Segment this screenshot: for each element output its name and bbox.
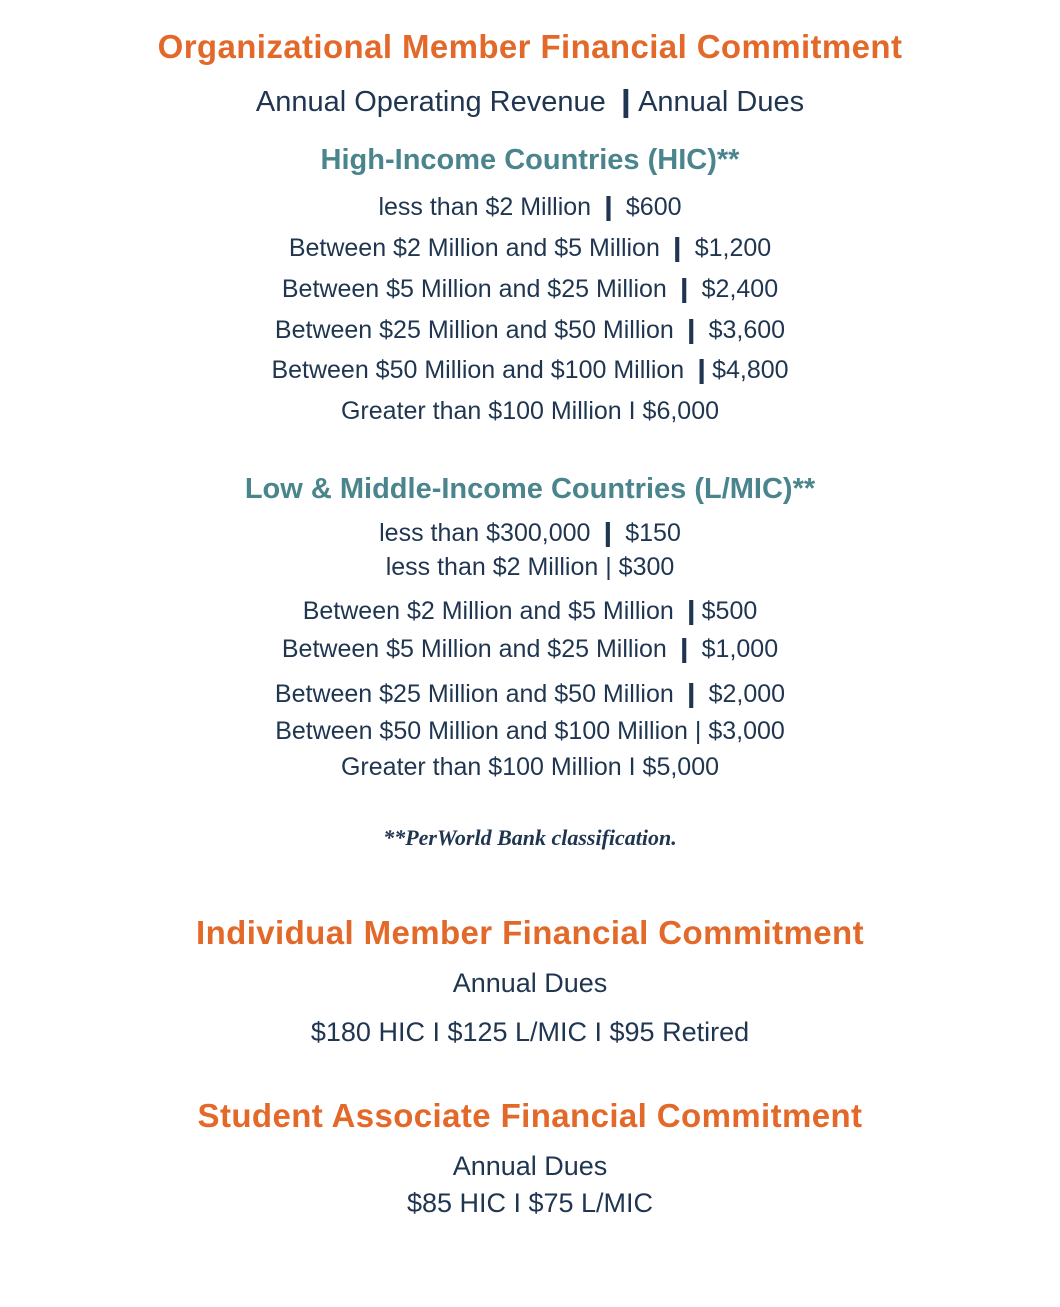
lmic-tier: Between $25 Million and $50 Million ❙ $2,000 bbox=[274, 680, 786, 708]
individual-title: Individual Member Financial Commitment bbox=[196, 914, 864, 951]
individual-subtitle: Annual Dues bbox=[452, 968, 608, 998]
student-subtitle: Annual Dues bbox=[452, 1151, 608, 1181]
hic-tier: Between $50 Million and $100 Million ❙$4,800 bbox=[271, 356, 789, 384]
student-title: Student Associate Financial Commitment bbox=[197, 1097, 863, 1134]
hic-heading: High-Income Countries (HIC)** bbox=[320, 144, 740, 176]
lmic-tier: Between $5 Million and $25 Million ❙ $1,000 bbox=[281, 635, 779, 663]
lmic-tier: less than $2 Million | $300 bbox=[385, 553, 675, 581]
hic-tier: less than $2 Million ❙ $600 bbox=[378, 193, 682, 221]
lmic-heading: Low & Middle-Income Countries (L/MIC)** bbox=[244, 473, 816, 505]
lmic-tier: Greater than $100 Million I $5,000 bbox=[340, 753, 719, 781]
lmic-tier: less than $300,000 ❙ $150 bbox=[379, 519, 681, 547]
individual-dues: $180 HIC I $125 L/MIC I $95 Retired bbox=[310, 1017, 750, 1047]
hic-tier: Between $2 Million and $5 Million ❙ $1,200 bbox=[288, 234, 772, 262]
lmic-tier: Between $50 Million and $100 Million | $3,000 bbox=[275, 717, 785, 745]
student-dues: $85 HIC I $75 L/MIC bbox=[406, 1188, 654, 1218]
lmic-tier: Between $2 Million and $5 Million ❙$500 bbox=[302, 597, 758, 625]
organizational-title: Organizational Member Financial Commitment bbox=[157, 28, 903, 65]
hic-tier: Between $25 Million and $50 Million ❙ $3,600 bbox=[274, 316, 786, 344]
organizational-subtitle: Annual Operating Revenue ❙Annual Dues bbox=[255, 86, 805, 118]
hic-tier: Between $5 Million and $25 Million ❙ $2,400 bbox=[281, 275, 779, 303]
hic-tier: Greater than $100 Million I $6,000 bbox=[340, 397, 719, 425]
footnote: **PerWorld Bank classification. bbox=[383, 825, 677, 850]
